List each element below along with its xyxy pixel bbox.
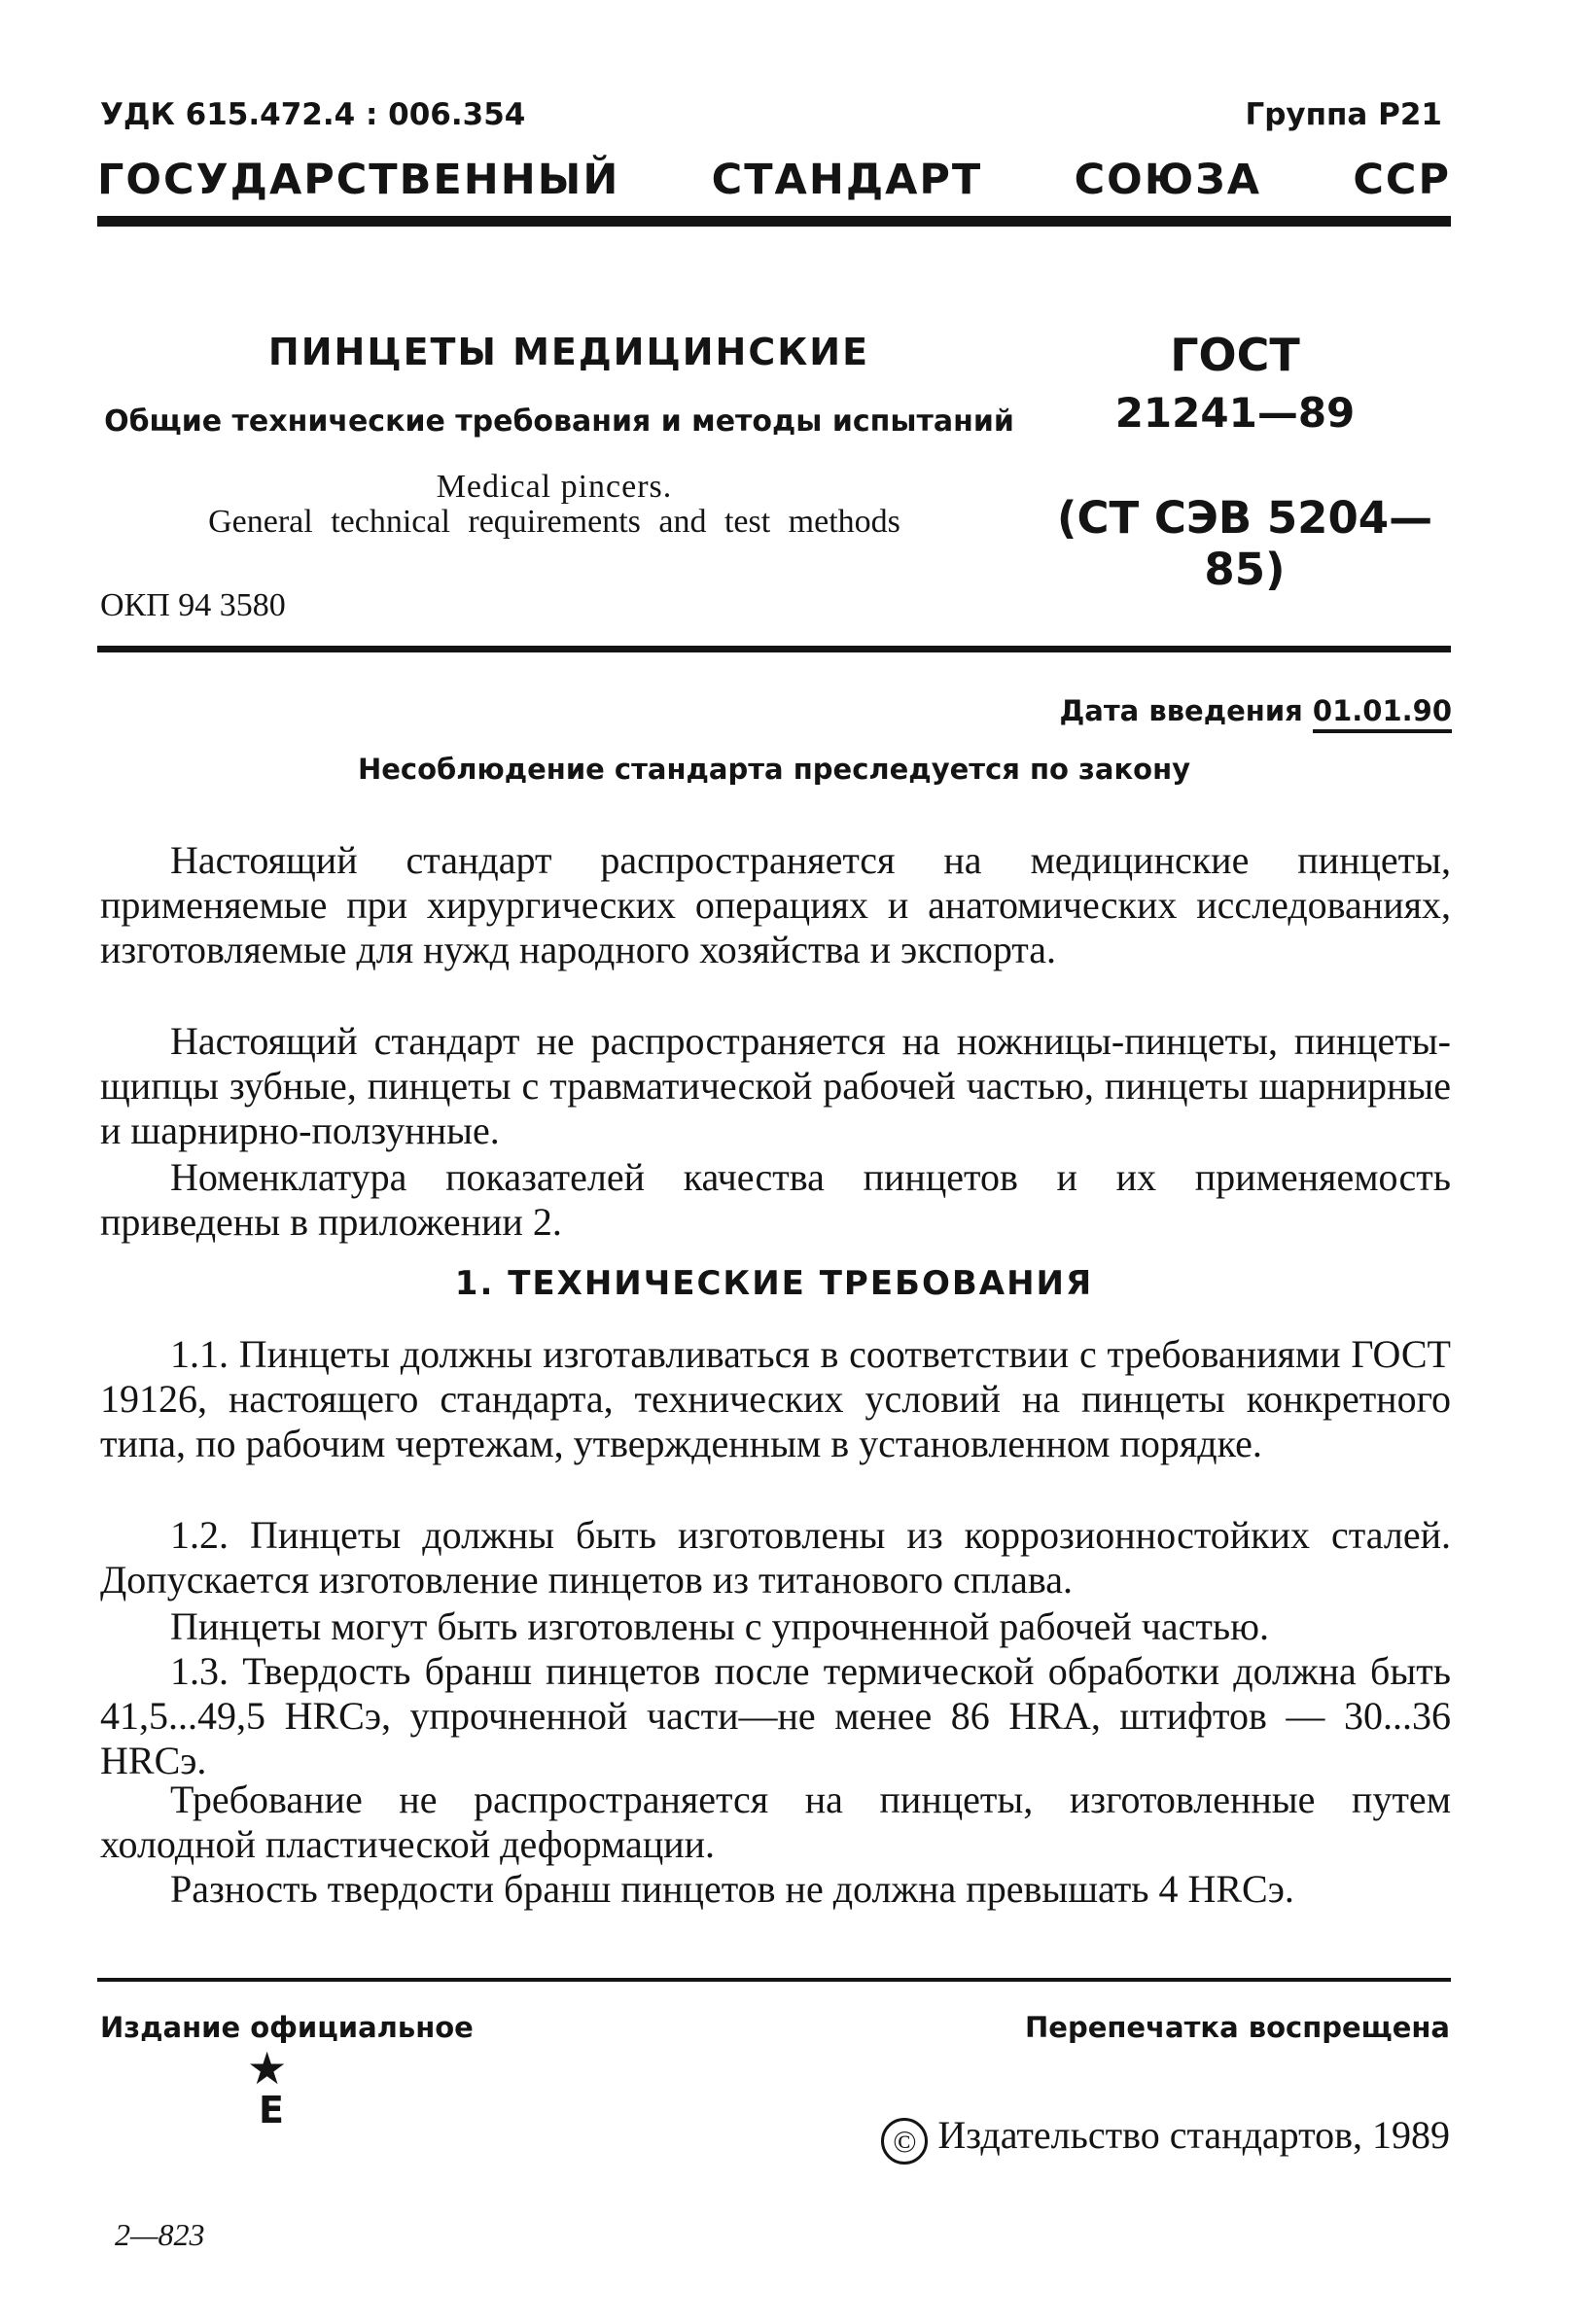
- intro-paragraph-2: Настоящий стандарт не распространяется на ножницы-пинцеты, пинцеты-щипцы зубные, пинцеты с травматической рабочей частью, пинцеты шарнирные и шарнирно-ползунные.: [100, 1019, 1451, 1152]
- english-subtitle: General technical requirements and test methods: [208, 504, 900, 540]
- edition-letter: Е: [259, 2089, 284, 2131]
- introduction-date: [1059, 694, 1452, 727]
- gost-number: 21241—89: [1114, 389, 1356, 437]
- document-title: ПИНЦЕТЫ МЕДИЦИНСКИЕ: [267, 331, 870, 373]
- udk-code: УДК 615.472.4 : 006.354: [100, 97, 526, 132]
- copyright-icon: ©: [881, 2118, 928, 2165]
- clause-1-1: 1.1. Пинцеты должны изготавливаться в соответствии с требованиями ГОСТ 19126, настоящего стандарта, технических условий на пинцеты конкретного типа, по рабочим чертежам, утвержденным в установленном порядке.: [100, 1332, 1451, 1465]
- st-sev-number: (СТ СЭВ 5204—85): [1056, 492, 1433, 595]
- clause-1-3-note: Требование не распространяется на пинцеты, изготовленные путем холодной пластической деформации.: [100, 1778, 1451, 1866]
- clause-1-3: 1.3. Твердость бранш пинцетов после термической обработки должна быть 41,5...49,5 HRCэ, упрочненной части—не менее 86 HRA, штифтов — 30...36 HRCэ.: [100, 1649, 1451, 1782]
- star-icon: ★: [247, 2044, 288, 2094]
- copyright-line: [881, 2112, 1450, 2165]
- official-edition: Издание официальное: [100, 2011, 474, 2044]
- top-rule: [97, 216, 1451, 227]
- gost-label: ГОСТ: [1170, 329, 1300, 381]
- okp-code: ОКП 94 3580: [100, 587, 286, 623]
- bottom-rule: [97, 1978, 1451, 1982]
- intro-paragraph-3: Номенклатура показателей качества пинцетов и их применяемость приведены в приложении 2.: [100, 1155, 1451, 1244]
- law-notice: Несоблюдение стандарта преследуется по закону: [357, 753, 1191, 786]
- page-code: 2—823: [115, 2217, 205, 2252]
- clause-1-2-note: Пинцеты могут быть изготовлены с упрочненной рабочей частью.: [170, 1604, 1269, 1648]
- document-subtitle: Общие технические требования и методы испытаний: [104, 405, 1014, 439]
- introduction-date-value: 01.01.90: [1313, 694, 1452, 733]
- reprint-prohibited: Перепечатка воспрещена: [1025, 2011, 1450, 2044]
- english-title: Medical pincers.: [436, 469, 673, 505]
- section-heading: 1. ТЕХНИЧЕСКИЕ ТРЕБОВАНИЯ: [454, 1264, 1094, 1303]
- introduction-date-label: Дата введения: [1059, 694, 1303, 727]
- group-code: Группа Р21: [1245, 97, 1442, 132]
- clause-1-2: 1.2. Пинцеты должны быть изготовлены из коррозионностойких сталей. Допускается изготовление пинцетов из титанового сплава.: [100, 1513, 1451, 1602]
- state-standard-banner: ГОСУДАРСТВЕННЫЙ СТАНДАРТ СОЮЗА ССР: [97, 156, 1451, 204]
- copyright-text: Издательство стандартов, 1989: [937, 2113, 1450, 2157]
- intro-paragraph-1: Настоящий стандарт распространяется на медицинские пинцеты, применяемые при хирургических операциях и анатомических исследованиях, изготовляемые для нужд народного хозяйства и экспорта.: [100, 838, 1451, 971]
- middle-rule: [97, 646, 1451, 652]
- clause-1-3-difference: Разность твердости бранш пинцетов не должна превышать 4 HRCэ.: [170, 1867, 1294, 1911]
